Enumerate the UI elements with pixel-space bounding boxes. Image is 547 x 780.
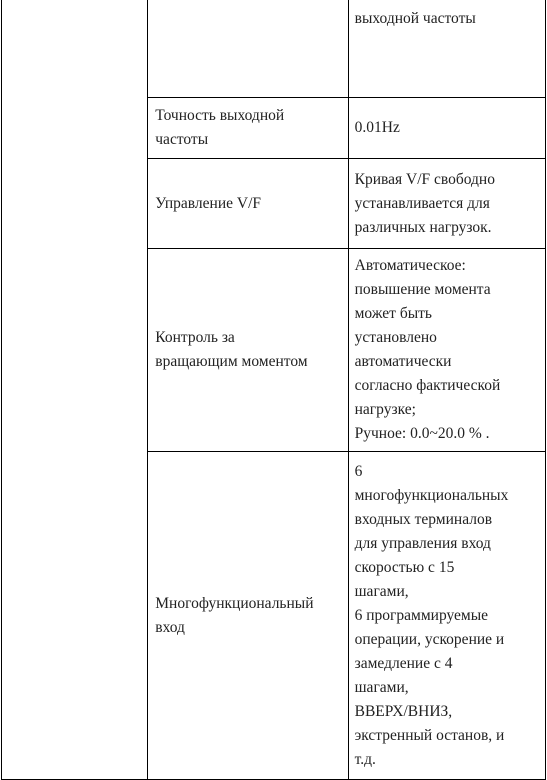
row-label: Многофункциональный вход: [155, 594, 314, 636]
row-value: 0.01Hz: [354, 119, 400, 136]
row-label: Управление V/F: [155, 194, 261, 212]
spec-table: [1, 0, 546, 780]
row-label-cell: [148, 0, 348, 98]
row-value-cell: [348, 452, 545, 780]
group-label-cell: [2, 0, 148, 780]
row-label-cell: [148, 452, 348, 780]
row-label: Контроль за вращающим моментом: [155, 329, 308, 370]
row-value-cell: [348, 159, 545, 249]
table-row: [2, 0, 546, 98]
row-label: Точность выходной частоты: [155, 107, 285, 148]
row-value-cell: [348, 249, 545, 452]
row-value-cell: [348, 0, 545, 98]
row-value: Автоматическое: повышение момента может быть установлено автоматически согласно фактической нагрузке; Ручное: 0.0~20.0 % .: [354, 257, 501, 442]
row-label-cell: [148, 159, 348, 249]
row-label-cell: [148, 249, 348, 452]
row-value-cell: [348, 98, 545, 159]
row-value: Кривая V/F свободно устанавливается для различных нагрузок.: [354, 170, 495, 236]
row-value: 6 многофункциональных входных терминалов для управления вход скоростью с 15 шагами, 6 программируемые операции, ускорение и замедление с 4 шагами, ВВЕРХ/ВНИЗ, экстренный останов, и т.д.: [354, 462, 509, 768]
row-value: выходной частоты: [354, 10, 476, 27]
row-label-cell: [148, 98, 348, 159]
